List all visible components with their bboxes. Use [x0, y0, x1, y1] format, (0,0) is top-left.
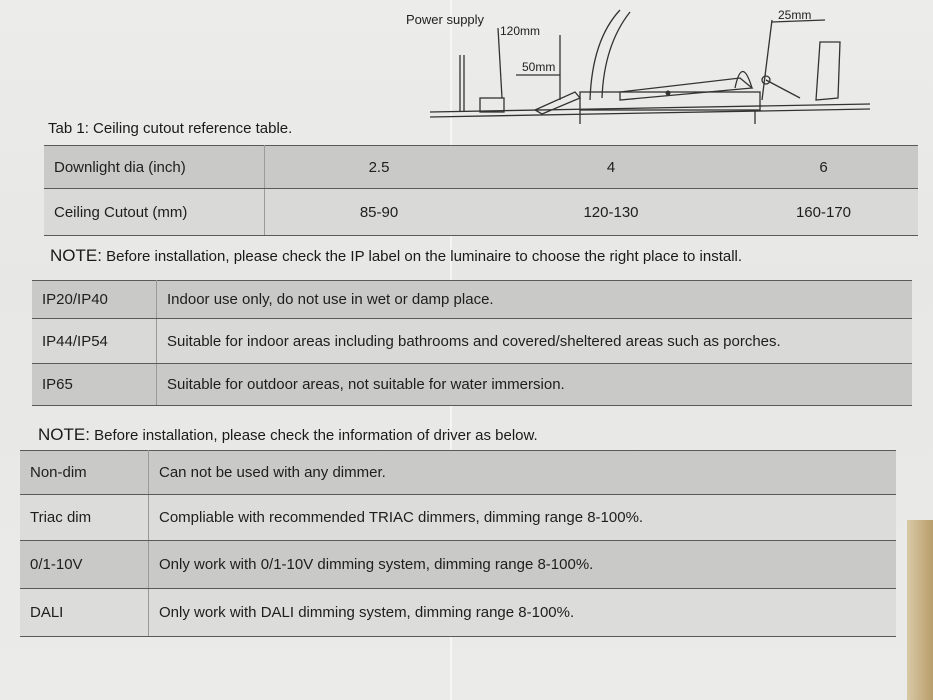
table-row — [44, 146, 918, 189]
dimension-120mm-label: 120mm — [500, 24, 541, 38]
driver-description: Can not be used with any dimmer. — [149, 451, 897, 495]
driver-note — [38, 425, 538, 445]
ip-code: IP65 — [32, 364, 157, 406]
ip-description: Suitable for indoor areas including bathrooms and covered/sheltered areas such as porches. — [157, 319, 913, 364]
ceiling-cutout-table — [44, 145, 918, 236]
table-row — [20, 495, 896, 541]
driver-description: Compliable with recommended TRIAC dimmers, dimming range 8-100%. — [149, 495, 897, 541]
table-row — [32, 364, 912, 406]
dimension-25mm-label: 25mm — [778, 8, 812, 22]
table-row — [20, 451, 896, 495]
installation-diagram — [380, 0, 880, 125]
cell-value: 85-90 — [265, 189, 494, 236]
note-text: Before installation, please check the IP label on the luminaire to choose the right place to install. — [101, 248, 743, 265]
table-row — [20, 589, 896, 637]
note-lead: NOTE: — [38, 425, 90, 444]
ip-description: Indoor use only, do not use in wet or damp place. — [157, 281, 913, 319]
table-row — [32, 319, 912, 364]
driver-type: DALI — [20, 589, 149, 637]
driver-table — [20, 450, 896, 637]
cell-value: 4 — [493, 146, 729, 189]
ip-code: IP44/IP54 — [32, 319, 157, 364]
note-text: Before installation, please check the information of driver as below. — [89, 427, 538, 444]
table-surface — [907, 520, 933, 700]
power-supply-label: Power supply — [406, 12, 485, 27]
driver-type: 0/1-10V — [20, 541, 149, 589]
driver-type: Non-dim — [20, 451, 149, 495]
ip-rating-table — [32, 280, 912, 406]
table-row — [32, 281, 912, 319]
cell-value: 2.5 — [265, 146, 494, 189]
row-label: Ceiling Cutout (mm) — [44, 189, 265, 236]
ip-note — [50, 246, 742, 266]
table-row — [20, 541, 896, 589]
tab1-title: Tab 1: Ceiling cutout reference table. — [48, 120, 293, 137]
cell-value: 6 — [729, 146, 918, 189]
ip-code: IP20/IP40 — [32, 281, 157, 319]
table-row — [44, 189, 918, 236]
cell-value: 120-130 — [493, 189, 729, 236]
driver-description: Only work with DALI dimming system, dimming range 8-100%. — [149, 589, 897, 637]
ip-description: Suitable for outdoor areas, not suitable for water immersion. — [157, 364, 913, 406]
cell-value: 160-170 — [729, 189, 918, 236]
row-label: Downlight dia (inch) — [44, 146, 265, 189]
note-lead: NOTE: — [50, 246, 102, 265]
driver-description: Only work with 0/1-10V dimming system, dimming range 8-100%. — [149, 541, 897, 589]
dimension-50mm-label: 50mm — [522, 60, 556, 74]
driver-type: Triac dim — [20, 495, 149, 541]
